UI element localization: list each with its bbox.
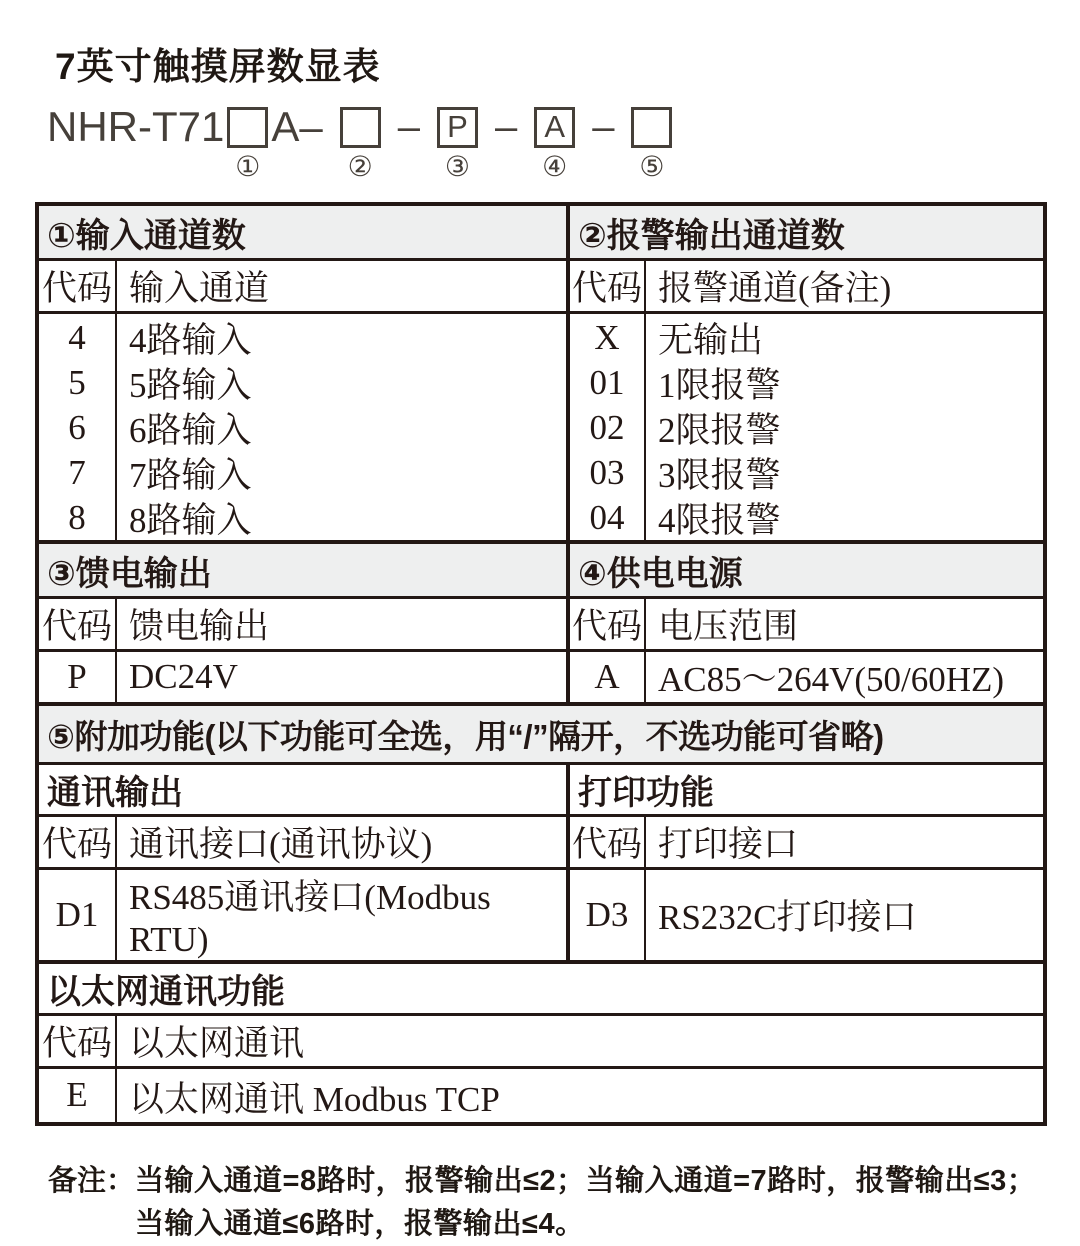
code-column-header: 代码: [39, 817, 117, 867]
code-column-header: 代码: [39, 1016, 117, 1066]
desc-cell: DC24V: [129, 657, 238, 696]
desc-cell: RS232C打印接口: [658, 898, 917, 937]
desc-cell: 以太网通讯 Modbus TCP: [129, 1080, 500, 1119]
code-cell: 01: [589, 362, 625, 402]
model-box-3: [437, 107, 478, 183]
desc-cell: 无输出: [658, 320, 764, 360]
page-title: 7英寸触摸屏数显表: [55, 46, 381, 87]
model-separator: –: [397, 104, 420, 149]
remark-label: 备注：: [48, 1165, 136, 1197]
model-prefix: NHR-T71: [47, 103, 225, 150]
code-cell: 03: [589, 452, 625, 492]
code-column-header: 代码: [570, 261, 646, 311]
code-column-header: 代码: [570, 817, 646, 867]
subheader-row-comm-print: [39, 762, 1043, 814]
circled-number-5: ⑤: [639, 151, 665, 183]
code-cell: 04: [589, 497, 625, 537]
desc-column-header: 通讯接口(通讯协议): [129, 825, 433, 864]
desc-column-header: 电压范围: [658, 607, 799, 646]
code-cell: P: [39, 652, 117, 702]
desc-cell: 1限报警: [658, 365, 781, 405]
code-cell: 6: [68, 407, 86, 447]
spec-table: [35, 202, 1047, 1126]
model-code: [47, 103, 1080, 183]
section3-header: ③馈电输出: [39, 544, 570, 596]
code-cell: A: [570, 652, 646, 702]
section5-header: ⑤附加功能(以下功能可全选，用“/”隔开，不选功能可省略): [39, 706, 1043, 762]
code-cell: D1: [39, 870, 117, 960]
model-box-1-field: [227, 107, 268, 148]
model-box-5-field: [631, 107, 672, 148]
desc-cell: 5路输入: [129, 365, 252, 405]
remark-line-1: 当输入通道=8路时，报警输出≤2；当输入通道=7路时，报警输出≤3；: [135, 1165, 1037, 1197]
model-box-2-field: [340, 107, 381, 148]
remark-note: [48, 1160, 1080, 1246]
section4-header: ④供电电源: [570, 544, 1043, 596]
desc-cell: 4限报警: [658, 500, 781, 540]
section-header-row-3-4: [39, 540, 1043, 596]
alarm-channel-codes: [570, 314, 646, 540]
desc-cell: 6路输入: [129, 410, 252, 450]
code-cell: 02: [589, 407, 625, 447]
model-separator: –: [592, 104, 615, 149]
alarm-channel-descs: [646, 314, 1043, 540]
desc-cell: AC85～264V(50/60HZ): [658, 660, 1005, 699]
print-function-header: 打印功能: [570, 765, 1043, 814]
circled-number-1: ①: [235, 151, 261, 183]
code-cell: 4: [68, 317, 86, 357]
desc-cell: 3限报警: [658, 455, 781, 495]
ethernet-column-header-row: [39, 1013, 1043, 1066]
model-separator: –: [494, 104, 518, 149]
code-cell: 5: [68, 362, 86, 402]
code-cell: E: [39, 1069, 117, 1122]
model-box-2: [340, 107, 381, 183]
code-column-header: 代码: [39, 261, 117, 311]
comm-print-data-row: [39, 867, 1043, 960]
column-header-row-comm-print: [39, 814, 1043, 867]
ethernet-function-header: 以太网通讯功能: [39, 964, 1043, 1013]
code-cell: X: [594, 317, 620, 357]
column-header-row-3-4: [39, 596, 1043, 649]
input-channel-descs: [117, 314, 566, 540]
model-box-4: [534, 107, 575, 183]
circled-number-3: ③: [444, 151, 471, 183]
code-cell: 7: [68, 452, 86, 492]
desc-column-header: 馈电输出: [129, 607, 270, 646]
channel-data-block: [39, 311, 1043, 540]
desc-cell: RS485通讯接口(Modbus RTU): [129, 878, 491, 959]
column-header-row-1-2: [39, 258, 1043, 311]
desc-cell: 7路输入: [129, 455, 252, 495]
model-code-start: [47, 103, 323, 183]
code-cell: 8: [68, 497, 86, 537]
model-box-4-field: A: [534, 107, 575, 148]
desc-cell: 8路输入: [129, 500, 252, 540]
remark-line-2: 当输入通道≤6路时，报警输出≤4。: [135, 1208, 585, 1240]
ethernet-data-row: [39, 1066, 1043, 1122]
input-channel-codes: [39, 314, 117, 540]
circled-number-4: ④: [542, 151, 568, 183]
code-column-header: 代码: [39, 599, 117, 649]
ethernet-header-row: [39, 960, 1043, 1013]
power-data-row: [39, 649, 1043, 702]
desc-column-header: 输入通道: [129, 269, 270, 308]
model-a-part: A–: [271, 103, 323, 150]
section-header-row-1-2: [39, 206, 1043, 258]
code-column-header: 代码: [570, 599, 646, 649]
desc-column-header: 打印接口: [658, 825, 799, 864]
desc-column-header: 报警通道(备注): [658, 269, 892, 308]
code-cell: D3: [570, 870, 646, 960]
remark-body: [135, 1160, 1036, 1246]
comm-output-header: 通讯输出: [39, 765, 570, 814]
section1-header: ①输入通道数: [39, 206, 570, 258]
model-box-1: [227, 107, 268, 183]
model-box-3-field: P: [437, 107, 478, 148]
circled-number-2: ②: [347, 151, 373, 183]
model-box-5: [631, 107, 672, 183]
section2-header: ②报警输出通道数: [570, 206, 1043, 258]
desc-cell: 4路输入: [129, 320, 252, 360]
section5-header-row: [39, 702, 1043, 762]
desc-column-header: 以太网通讯: [129, 1024, 305, 1063]
desc-cell: 2限报警: [658, 410, 781, 450]
